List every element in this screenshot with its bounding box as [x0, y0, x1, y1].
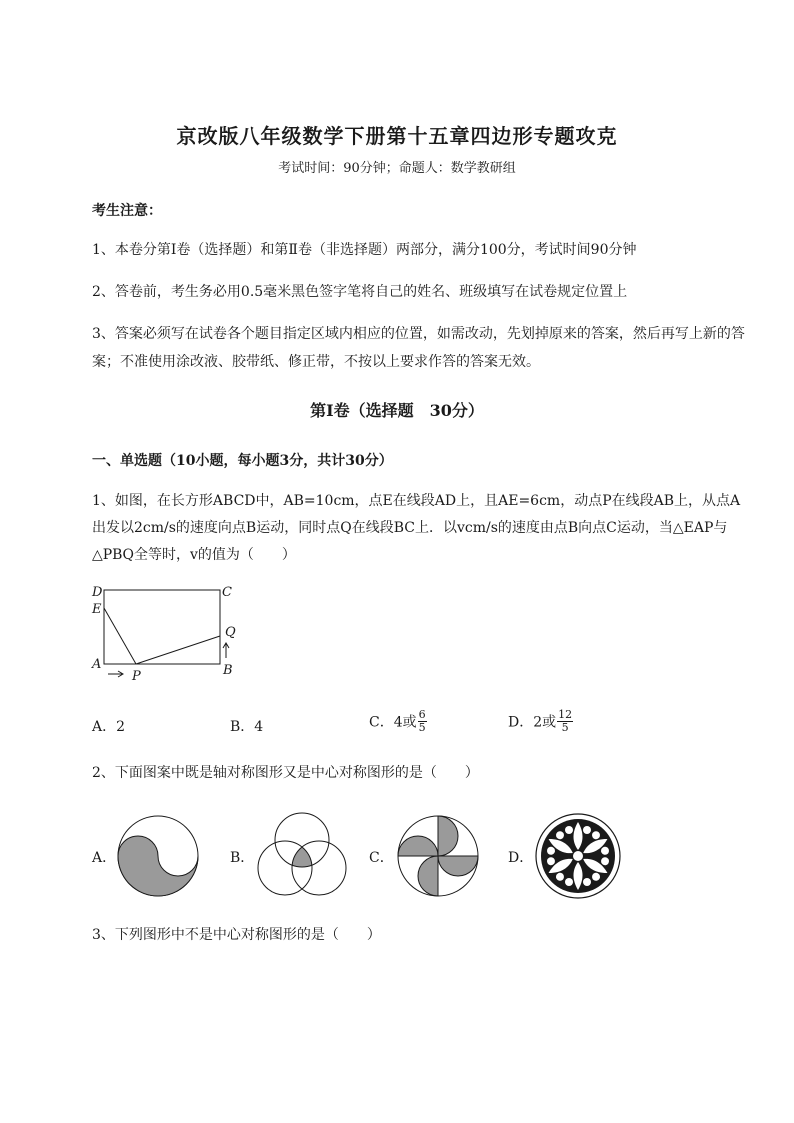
fraction-denominator: 5: [418, 721, 426, 734]
exam-info: 考试时间：90分钟；命题人：数学教研组: [278, 161, 516, 176]
q1-option-c[interactable]: [369, 709, 427, 734]
label-d: D: [92, 585, 103, 600]
fraction-numerator: 12: [558, 708, 573, 721]
segment-ep: [104, 608, 136, 664]
pinwheel-figure[interactable]: [396, 814, 480, 898]
q1-option-d-label: D．2或: [508, 714, 557, 731]
label-p: P: [132, 669, 141, 682]
question-3-text: 3、下列图形中不是中心对称图形的是（ ）: [92, 927, 381, 943]
question-2-text: 2、下面图案中既是轴对称图形又是中心对称图形的是（ ）: [92, 765, 479, 781]
page-title: 京改版八年级数学下册第十五章四边形专题攻克: [176, 124, 618, 148]
q2-option-b-label: B．: [230, 850, 255, 866]
q1-option-b-label: B．4: [230, 719, 264, 735]
notice-item-3: 3、答案必须写在试卷各个题目指定区域内相应的位置，如需改动，先划掉原来的答案，然后再写上新的答案；不准使用涂改液、胶带纸、修正带，不按以上要求作答的答案无效。: [92, 326, 745, 370]
section-title: 第I卷（选择题 30分）: [310, 401, 484, 420]
notice-heading: 考生注意：: [92, 203, 162, 219]
three-circles-figure[interactable]: [254, 810, 350, 900]
ornament-figure[interactable]: [534, 812, 622, 900]
part-heading: 一、单选题（10小题，每小题3分，共计30分）: [92, 453, 393, 469]
fraction-denominator: 5: [561, 721, 569, 734]
label-e: E: [92, 602, 102, 617]
q2-option-a-label: A．: [92, 850, 117, 866]
q2-option-d-label: D．: [508, 850, 534, 866]
q1-option-a[interactable]: [92, 716, 125, 736]
label-q: Q: [225, 625, 236, 640]
q1-option-d-fraction: [557, 709, 573, 734]
q2-option-c-label: C．: [369, 850, 394, 866]
notice-item-2: 2、答卷前，考生务必用0.5毫米黑色签字笔将自己的姓名、班级填写在试卷规定位置上: [92, 284, 628, 300]
label-b: B: [223, 663, 233, 678]
rectangle-figure: [88, 582, 248, 682]
rectangle-abcd: [104, 590, 220, 664]
q1-option-b[interactable]: [230, 716, 263, 736]
yin-yang-figure[interactable]: [116, 814, 200, 898]
fraction-numerator: 6: [418, 708, 426, 721]
notice-item-1: 1、本卷分第I卷（选择题）和第Ⅱ卷（非选择题）两部分，满分100分，考试时间90分钟: [92, 242, 637, 258]
q1-option-c-label: C．4或: [369, 714, 417, 731]
circle-right: [292, 841, 346, 895]
q1-option-a-label: A．2: [92, 719, 126, 735]
question-1-text: 1、如图，在长方形ABCD中，AB=10cm，点E在线段AD上，且AE=6cm，动点P在线段AB上，从点A出发以2cm/s的速度向点B运动，同时点Q在线段BC上．以vcm/s的速度由点B向点C运动，当△EAP与△PBQ全等时，v的值为（ ）: [92, 493, 741, 563]
circle-left: [258, 841, 312, 895]
q1-option-c-fraction: [418, 709, 427, 734]
q1-option-d[interactable]: [508, 709, 573, 734]
label-a: A: [92, 657, 102, 672]
segment-pq: [136, 636, 220, 664]
label-c: C: [222, 585, 232, 600]
